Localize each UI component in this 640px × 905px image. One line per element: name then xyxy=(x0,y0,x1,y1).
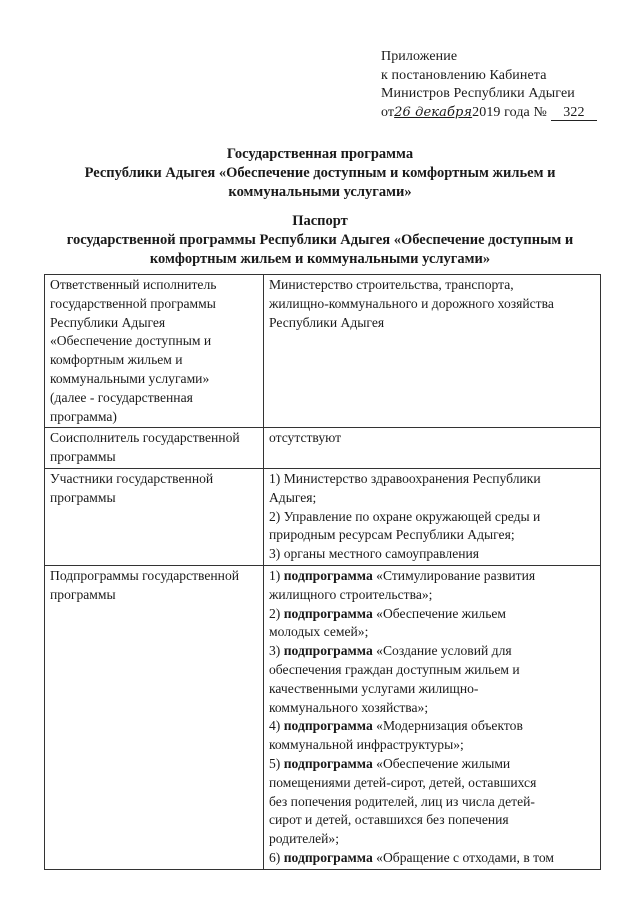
subprogram-item xyxy=(269,849,596,868)
subprogram-keyword: подпрограмма xyxy=(283,605,373,621)
subprogram-title-start: «Обеспечение жильем xyxy=(376,605,507,621)
program-title-line-2: Республики Адыгея «Обеспечение доступным и комфортным жильем и xyxy=(84,165,556,181)
row-label-line: Подпрограммы государственной xyxy=(50,567,240,583)
table-row xyxy=(45,468,601,565)
subprogram-title-line: обеспечения граждан доступным жильем и xyxy=(268,661,520,677)
row-label-line: программы xyxy=(50,489,116,505)
decree-number: 322 xyxy=(551,105,597,121)
subprogram-title-line: родителей»; xyxy=(268,831,340,847)
number-sign: № xyxy=(533,104,547,120)
row-value-line: 1) Министерство здравоохранения Республики xyxy=(268,470,541,486)
subprogram-number: 5) xyxy=(268,755,281,771)
row-value-line: жилищно-коммунального и дорожного хозяйства xyxy=(268,295,554,311)
appendix-header xyxy=(381,48,631,122)
row-label-line: государственной программы xyxy=(50,295,216,311)
subprogram-item xyxy=(269,755,596,774)
subprogram-number: 2) xyxy=(268,605,281,621)
subprogram-title-line: качественными услугами жилищно- xyxy=(268,680,479,696)
subprogram-title-start: «Обращение с отходами, в том xyxy=(376,849,555,865)
row-value-cell xyxy=(263,275,600,428)
program-title-line-1: Государственная программа xyxy=(226,146,414,162)
subprogram-title-line: молодых семей»; xyxy=(268,624,369,640)
row-value-cell xyxy=(263,468,600,565)
row-label-cell xyxy=(45,428,264,469)
row-label-line: программа) xyxy=(50,408,117,424)
subprogram-title-line: коммунального хозяйства»; xyxy=(268,699,429,715)
row-value-line: 3) органы местного самоуправления xyxy=(268,546,480,562)
subprogram-keyword: подпрограмма xyxy=(283,718,373,734)
subprogram-title-start: «Обеспечение жилыми xyxy=(376,755,511,771)
row-label-line: (далее - государственная xyxy=(50,389,193,405)
subprogram-item xyxy=(269,717,596,736)
row-value-line: 2) Управление по охране окружающей среды и xyxy=(268,508,541,524)
handwritten-date: 26 декабря xyxy=(394,104,473,120)
table-row xyxy=(45,428,601,469)
subprogram-keyword: подпрограмма xyxy=(283,567,373,583)
passport-title xyxy=(40,212,600,269)
row-label-cell xyxy=(45,275,264,428)
date-prefix: от xyxy=(381,104,395,120)
appendix-date-line xyxy=(381,104,631,123)
subprogram-title-line: без попечения родителей, лиц из числа детей- xyxy=(268,793,535,809)
row-value-line: природным ресурсам Республики Адыгея; xyxy=(268,527,515,543)
program-title xyxy=(40,145,600,202)
row-value-line: Республики Адыгея xyxy=(268,314,385,330)
subprogram-number: 1) xyxy=(268,567,281,583)
passport-title-line-2: государственной программы Республики Адыгея «Обеспечение доступным и xyxy=(66,232,574,248)
row-value-line: Адыгея; xyxy=(268,489,317,505)
passport-table xyxy=(44,274,601,870)
appendix-line-2: к постановлению Кабинета xyxy=(381,67,547,83)
subprogram-title-start: «Модернизация объектов xyxy=(376,718,523,734)
appendix-line-1: Приложение xyxy=(381,49,458,64)
subprogram-item xyxy=(269,642,596,661)
passport-title-line-1: Паспорт xyxy=(292,213,348,229)
row-label-cell xyxy=(45,565,264,869)
subprogram-number: 6) xyxy=(268,849,281,865)
subprogram-title-line: жилищного строительства»; xyxy=(268,586,433,602)
subprogram-number: 3) xyxy=(268,643,281,659)
row-value-cell xyxy=(263,565,600,869)
row-label-line: программы xyxy=(50,586,116,602)
subprogram-title-line: коммунальной инфраструктуры»; xyxy=(268,737,464,753)
row-label-cell xyxy=(45,468,264,565)
row-value-cell xyxy=(263,428,600,469)
subprogram-keyword: подпрограмма xyxy=(283,849,373,865)
row-label-line: Участники государственной xyxy=(50,470,214,486)
date-year: 2019 года xyxy=(472,104,530,120)
row-label-line: Республики Адыгея xyxy=(50,314,166,330)
appendix-line-3: Министров Республики Адыгеи xyxy=(381,86,575,101)
subprogram-title-start: «Создание условий для xyxy=(376,643,512,659)
passport-title-line-3: комфортным жильем и коммунальными услугами» xyxy=(149,251,491,267)
subprogram-keyword: подпрограмма xyxy=(283,755,373,771)
subprogram-title-line: помещениями детей-сирот, детей, оставшихся xyxy=(268,774,537,790)
subprogram-item xyxy=(269,605,596,624)
table-row xyxy=(45,565,601,869)
row-label-line: Ответственный исполнитель xyxy=(50,277,217,292)
row-label-line: комфортным жильем и xyxy=(50,352,183,368)
subprogram-number: 4) xyxy=(268,718,281,734)
row-label-line: программы xyxy=(50,449,116,465)
program-title-line-3: коммунальными услугами» xyxy=(228,184,412,200)
row-value-line: Министерство строительства, транспорта, xyxy=(268,277,514,292)
subprogram-keyword: подпрограмма xyxy=(283,643,373,659)
subprogram-title-line: сирот и детей, оставшихся без попечения xyxy=(268,812,509,828)
row-label-line: Соисполнитель государственной xyxy=(50,430,240,446)
subprogram-item xyxy=(269,567,596,586)
row-value-line: отсутствуют xyxy=(268,430,342,446)
table-row xyxy=(45,275,601,428)
row-label-line: «Обеспечение доступным и xyxy=(50,333,212,349)
row-label-line: коммунальными услугами» xyxy=(50,370,210,386)
subprogram-title-start: «Стимулирование развития xyxy=(376,567,536,583)
